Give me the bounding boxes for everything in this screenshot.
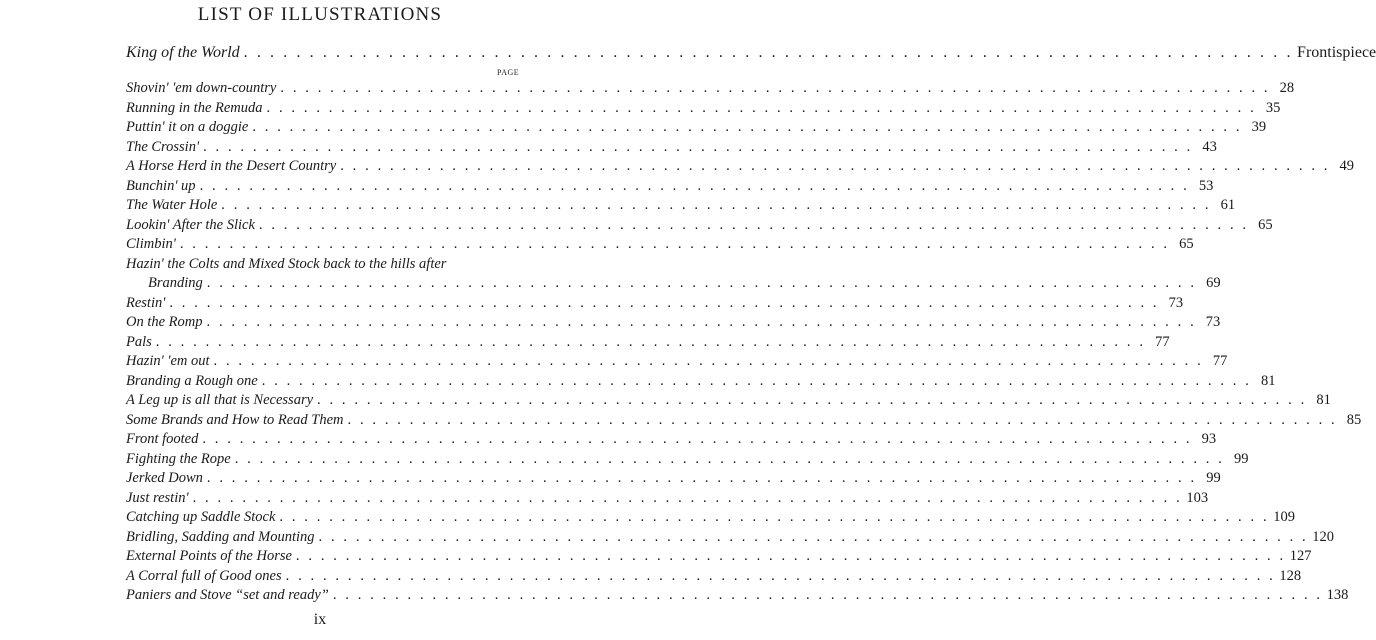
dot-leader: . . . . . . . . . . . . . . . . . . . . . . . . . . . . . . . . . . . . . . . . . . . . . . . . . . . . . . . . . . . . . . . . . . . . . . . . . . . . . . . . xyxy=(285,567,1276,584)
dot-leader: . . . . . . . . . . . . . . . . . . . . . . . . . . . . . . . . . . . . . . . . . . . . . . . . . . . . . . . . . . . . . . . . . . . . . . . . . . . . . . . . xyxy=(266,99,1257,116)
dot-leader: . . . . . . . . . . . . . . . . . . . . . . . . . . . . . . . . . . . . . . . . . . . . . . . . . . . . . . . . . . . . . . . . . . . . . . . . . . . . . . . . xyxy=(252,119,1243,135)
entry-page-number: 49 xyxy=(1339,158,1355,174)
entry-title: Branding a Rough one xyxy=(126,372,258,389)
entry-page-number: 65 xyxy=(1258,216,1273,233)
dot-leader: . . . . . . . . . . . . . . . . . . . . . . . . . . . . . . . . . . . . . . . . . . . . . . . . . . . . . . . . . . . . . . . . . . . . . . . . . . . . . . . . xyxy=(243,44,1294,61)
entry-page-number: 77 xyxy=(1155,333,1170,350)
dot-leader: . . . . . . . . . . . . . . . . . . . . . . . . . . . . . . . . . . . . . . . . . . . . . . . . . . . . . . . . . . . . . . . . . . . . . . . . . . . . . . . . xyxy=(318,528,1309,545)
list-item xyxy=(126,274,1221,294)
list-item xyxy=(126,352,1228,372)
entry-title: A Corral full of Good ones xyxy=(126,567,282,584)
entry-title: Bridling, Sadding and Mounting xyxy=(126,528,315,545)
entry-page-number: 65 xyxy=(1179,236,1194,252)
list-item xyxy=(126,469,1221,489)
dot-leader: . . . . . . . . . . . . . . . . . . . . . . . . . . . . . . . . . . . . . . . . . . . . . . . . . . . . . . . . . . . . . . . . . . . . . . . . . . . . . . . . xyxy=(206,470,1197,486)
entry-title: Pals xyxy=(126,333,152,350)
page-column-label: PAGE xyxy=(497,68,520,77)
entry-page-number: 85 xyxy=(1346,411,1362,428)
list-item xyxy=(126,196,1236,216)
entry-page-number: 138 xyxy=(1326,587,1349,603)
dot-leader: . . . . . . . . . . . . . . . . . . . . . . . . . . . . . . . . . . . . . . . . . . . . . . . . . . . . . . . . . . . . . . . . . . . . . . . . . . . . . . . . xyxy=(169,294,1160,311)
entry-title: A Leg up is all that is Necessary xyxy=(126,392,314,408)
entry-title: Lookin' After the Slick xyxy=(126,216,255,233)
list-item xyxy=(126,528,1335,548)
dot-leader: . . . . . . . . . . . . . . . . . . . . . . . . . . . . . . . . . . . . . . . . . . . . . . . . . . . . . . . . . . . . . . . . . . . . . . . . . . . . . . . . xyxy=(206,275,1197,291)
frontispiece-title: King of the World xyxy=(126,44,240,61)
entry-page-number: 73 xyxy=(1205,314,1221,330)
list-item xyxy=(126,294,1184,314)
dot-leader: . . . . . . . . . . . . . . . . . . . . . . . . . . . . . . . . . . . . . . . . . . . . . . . . . . . . . . . . . . . . . . . . . . . . . . . . . . . . . . . . xyxy=(221,197,1212,213)
entry-title: Jerked Down xyxy=(126,470,203,486)
entry-page-number: 69 xyxy=(1206,275,1221,291)
dot-leader: . . . . . . . . . . . . . . . . . . . . . . . . . . . . . . . . . . . . . . . . . . . . . . . . . . . . . . . . . . . . . . . . . . . . . . . . . . . . . . . . xyxy=(261,372,1252,389)
entry-title: Bunchin' up xyxy=(126,177,196,194)
dot-leader: . . . . . . . . . . . . . . . . . . . . . . . . . . . . . . . . . . . . . . . . . . . . . . . . . . . . . . . . . . . . . . . . . . . . . . . . . . . . . . . . xyxy=(203,138,1193,155)
entry-page-number: 103 xyxy=(1186,489,1209,506)
dot-leader: . . . . . . . . . . . . . . . . . . . . . . . . . . . . . . . . . . . . . . . . . . . . . . . . . . . . . . . . . . . . . . . . . . . . . . . . . . . . . . . . xyxy=(202,431,1193,447)
dot-leader: . . . . . . . . . . . . . . . . . . . . . . . . . . . . . . . . . . . . . . . . . . . . . . . . . . . . . . . . . . . . . . . . . . . . . . . . . . . . . . . . xyxy=(347,411,1338,428)
list-item xyxy=(126,547,1312,567)
entry-title: Just restin' xyxy=(126,489,189,506)
list-item xyxy=(126,489,1209,509)
list-item-title-line xyxy=(126,255,517,275)
dot-leader: . . . . . . . . . . . . . . . . . . . . . . . . . . . . . . . . . . . . . . . . . . . . . . . . . . . . . . . . . . . . . . . . . . . . . . . . . . . . . . . . xyxy=(280,80,1271,96)
entry-title: The Water Hole xyxy=(126,197,218,213)
entry-title: Shovin' 'em down-country xyxy=(126,80,277,96)
entry-title: Paniers and Stove “set and ready” xyxy=(126,587,329,603)
dot-leader: . . . . . . . . . . . . . . . . . . . . . . . . . . . . . . . . . . . . . . . . . . . . . . . . . . . . . . . . . . . . . . . . . . . . . . . . . . . . . . . . xyxy=(295,548,1286,564)
entry-title: Front footed xyxy=(126,431,199,447)
list-item xyxy=(126,216,1273,236)
entry-page-number: 73 xyxy=(1168,294,1184,311)
entry-page-number: 99 xyxy=(1206,470,1221,486)
entry-title: External Points of the Horse xyxy=(126,548,292,564)
frontispiece-page: Frontispiece xyxy=(1297,44,1376,61)
entry-page-number: 77 xyxy=(1212,353,1228,369)
dot-leader: . . . . . . . . . . . . . . . . . . . . . . . . . . . . . . . . . . . . . . . . . . . . . . . . . . . . . . . . . . . . . . . . . . . . . . . . . . . . . . . . xyxy=(199,177,1190,194)
dot-leader: . . . . . . . . . . . . . . . . . . . . . . . . . . . . . . . . . . . . . . . . . . . . . . . . . . . . . . . . . . . . . . . . . . . . . . . . . . . . . . . . xyxy=(332,587,1323,603)
entry-page-number: 93 xyxy=(1201,431,1217,447)
page-heading: LIST OF ILLUSTRATIONS xyxy=(197,4,443,25)
dot-leader: . . . . . . . . . . . . . . . . . . . . . . . . . . . . . . . . . . . . . . . . . . . . . . . . . . . . . . . . . . . . . . . . . . . . . . . . . . . . . . . . xyxy=(155,333,1146,350)
dot-leader: . . . . . . . . . . . . . . . . . . . . . . . . . . . . . . . . . . . . . . . . . . . . . . . . . . . . . . . . . . . . . . . . . . . . . . . . . . . . . . . . xyxy=(258,216,1249,233)
list-item xyxy=(126,567,1302,587)
entry-page-number: 43 xyxy=(1202,138,1217,155)
entry-title: Puttin' it on a doggie xyxy=(126,119,249,135)
list-item xyxy=(126,177,1214,197)
entry-title: The Crossin' xyxy=(126,138,200,155)
dot-leader: . . . . . . . . . . . . . . . . . . . . . . . . . . . . . . . . . . . . . . . . . . . . . . . . . . . . . . . . . . . . . . . . . . . . . . . . . . . . . . . . xyxy=(213,353,1204,369)
dot-leader: . . . . . . . . . . . . . . . . . . . . . . . . . . . . . . . . . . . . . . . . . . . . . . . . . . . . . . . . . . . . . . . . . . . . . . . . . . . . . . . . xyxy=(179,236,1170,252)
entry-page-number: 53 xyxy=(1198,177,1214,194)
list-item xyxy=(126,411,1362,431)
dot-leader: . . . . . . . . . . . . . . . . . . . . . . . . . . . . . . . . . . . . . . . . . . . . . . . . . . . . . . . . . . . . . . . . . . . . . . . . . . . . . . . . xyxy=(340,158,1331,174)
entry-title: Catching up Saddle Stock xyxy=(126,509,276,525)
dot-leader: . . . . . . . . . . . . . . . . . . . . . . . . . . . . . . . . . . . . . . . . . . . . . . . . . . . . . . . . . . . . . . . . . . . . . . . . . . . . . . . . xyxy=(234,450,1225,467)
list-item xyxy=(126,333,1170,353)
entry-page-number: 35 xyxy=(1265,99,1281,116)
entry-page-number: 99 xyxy=(1233,450,1249,467)
list-item xyxy=(126,157,1355,177)
entry-title: Running in the Remuda xyxy=(126,99,263,116)
list-item xyxy=(126,79,1295,99)
entry-page-number: 128 xyxy=(1279,567,1302,584)
entry-page-number: 61 xyxy=(1220,197,1236,213)
entry-page-number: 81 xyxy=(1260,372,1276,389)
page-folio: ix xyxy=(313,611,327,628)
list-item xyxy=(126,118,1267,138)
entry-title: Some Brands and How to Read Them xyxy=(126,411,344,428)
entry-page-number: 109 xyxy=(1273,509,1295,525)
entry-page-number: 39 xyxy=(1251,119,1267,135)
list-item xyxy=(126,430,1217,450)
dot-leader: . . . . . . . . . . . . . . . . . . . . . . . . . . . . . . . . . . . . . . . . . . . . . . . . . . . . . . . . . . . . . . . . . . . . . . . . . . . . . . . . xyxy=(317,392,1307,408)
entry-title: On the Romp xyxy=(126,314,203,330)
entry-title: Hazin' the Colts and Mixed Stock back to the hills after xyxy=(126,255,447,272)
dot-leader: . . . . . . . . . . . . . . . . . . . . . . . . . . . . . . . . . . . . . . . . . . . . . . . . . . . . . . . . . . . . . . . . . . . . . . . . . . . . . . . . xyxy=(279,509,1270,525)
list-item xyxy=(126,99,1281,119)
entry-title: Branding xyxy=(148,275,203,291)
dot-leader: . . . . . . . . . . . . . . . . . . . . . . . . . . . . . . . . . . . . . . . . . . . . . . . . . . . . . . . . . . . . . . . . . . . . . . . . . . . . . . . . xyxy=(206,314,1197,330)
list-item xyxy=(126,138,1217,158)
list-item xyxy=(126,235,1194,255)
entry-page-number: 120 xyxy=(1312,528,1335,545)
entry-title: A Horse Herd in the Desert Country xyxy=(126,158,337,174)
list-item xyxy=(126,372,1276,392)
entry-title: Fighting the Rope xyxy=(126,450,231,467)
entry-page-number: 81 xyxy=(1316,392,1331,408)
entry-title: Hazin' 'em out xyxy=(126,353,210,369)
dot-leader: . . . . . . . . . . . . . . . . . . . . . . . . . . . . . . . . . . . . . . . . . . . . . . . . . . . . . . . . . . . . . . . . . . . . . . . . . . . . . . . . xyxy=(192,489,1183,506)
entry-page-number: 28 xyxy=(1279,80,1295,96)
list-item xyxy=(126,450,1249,470)
list-item xyxy=(126,391,1331,411)
frontispiece-entry xyxy=(126,44,1376,66)
entry-title: Climbin' xyxy=(126,236,176,252)
list-item xyxy=(126,313,1221,333)
entry-page-number: 127 xyxy=(1289,548,1312,564)
illustration-list xyxy=(126,79,1362,606)
list-item xyxy=(126,508,1295,528)
entry-title: Restin' xyxy=(126,294,166,311)
list-item xyxy=(126,586,1349,606)
